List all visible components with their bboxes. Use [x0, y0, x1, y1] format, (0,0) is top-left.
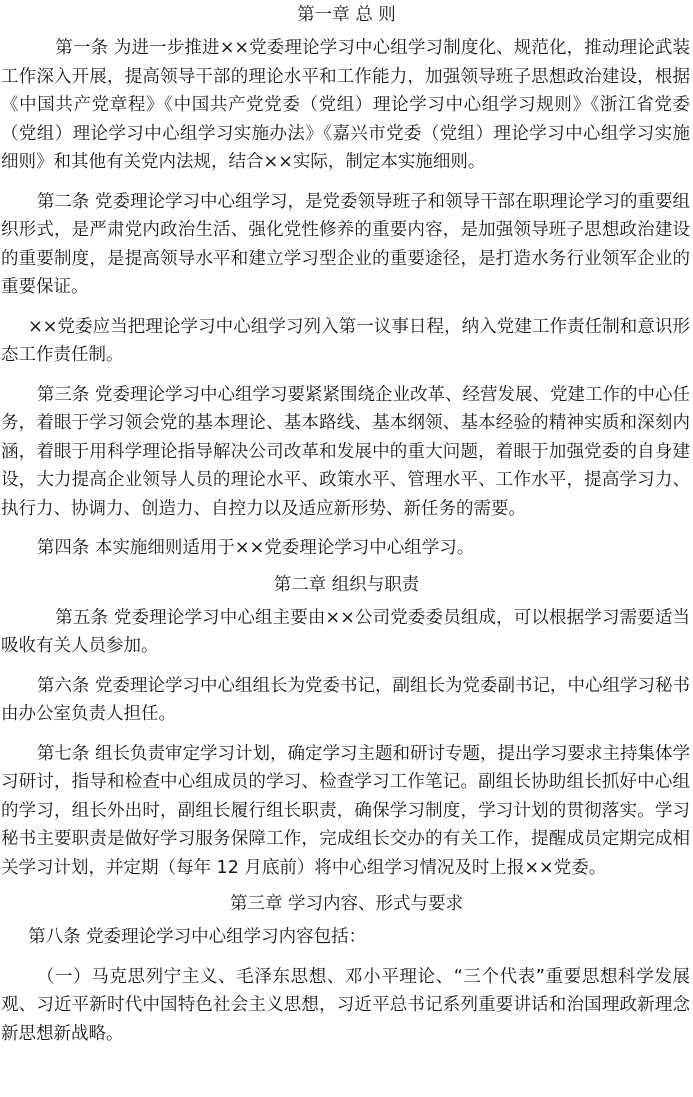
article-2-supplement: ××党委应当把理论学习中心组学习列入第一议事日程，纳入党建工作责任制和意识形态工作责任制。	[1, 316, 690, 365]
chapter-2-title: 第二章 组织与职责	[273, 574, 420, 595]
article-3: 第三条 党委理论学习中心组学习要紧紧围绕企业改革、经营发展、党建工作的中心任务，着眼于学习领会党的基本理论、基本路线、基本纲领、基本经验的精神实质和深刻内涵，着眼于用科学理论指导解决公司改革和发展中的重大问题，着眼于加强党委的自身建设，大力提高企业领导人员的理论水平、政策水平、管理水平、工作水平，提高学习力、执行力、协调力、创造力、自控力以及适应新形势、新任务的需要。	[1, 384, 690, 519]
article-8-item-1: （一）马克思列宁主义、毛泽东思想、邓小平理论、“三个代表”重要思想科学发展观、习近平新时代中国特色社会主义思想，习近平总书记系列重要讲话和治国理政新理念新思想新战略。	[1, 966, 690, 1044]
article-4: 第四条 本实施细则适用于××党委理论学习中心组学习。	[36, 538, 475, 558]
article-1: 第一条 为进一步推进××党委理论学习中心组学习制度化、规范化，推动理论武装工作深入开展，提高领导干部的理论水平和工作能力，加强领导班子思想政治建设，根据《中国共产党章程》《中国共产党党委（党组）理论学习中心组学习规则》《浙江省党委（党组）理论学习中心组学习实施办法》《嘉兴市党委（党组）理论学习中心组学习实施细则》和其他有关党内法规，结合××实际，制定本实施细则。	[1, 38, 690, 172]
article-8: 第八条 党委理论学习中心组学习内容包括：	[28, 927, 367, 947]
article-7: 第七条 组长负责审定学习计划，确定学习主题和研讨专题，提出学习要求主持集体学习研讨，指导和检查中心组成员的学习、检查学习工作笔记。副组长协助组长抓好中心组的学习，组长外出时，副组长履行组长职责，确保学习制度，学习计划的贯彻落实。学习秘书主要职责是做好学习服务保障工作，完成组长交办的有关工作，提醒成员定期完成相关学习计划，并定期（每年 12 月底前）将中心组学习情况及时上报××党委。	[1, 743, 690, 878]
chapter-3-title: 第三章 学习内容、形式与要求	[229, 894, 464, 914]
article-6: 第六条 党委理论学习中心组组长为党委书记，副组长为党委副书记，中心组学习秘书由办公室负责人担任。	[1, 675, 690, 724]
article-2: 第二条 党委理论学习中心组学习，是党委领导班子和领导干部在职理论学习的重要组织形式，是严肃党内政治生活、强化党性修养的重要内容，是加强领导班子思想政治建设的重要制度，是提高领导水平和建立学习型企业的重要途径，是打造水务行业领军企业的重要保证。	[1, 191, 690, 297]
article-5: 第五条 党委理论学习中心组主要由××公司党委委员组成，可以根据学习需要适当吸收有关人员参加。	[1, 607, 690, 656]
chapter-1-title: 第一章 总 则	[297, 5, 396, 25]
